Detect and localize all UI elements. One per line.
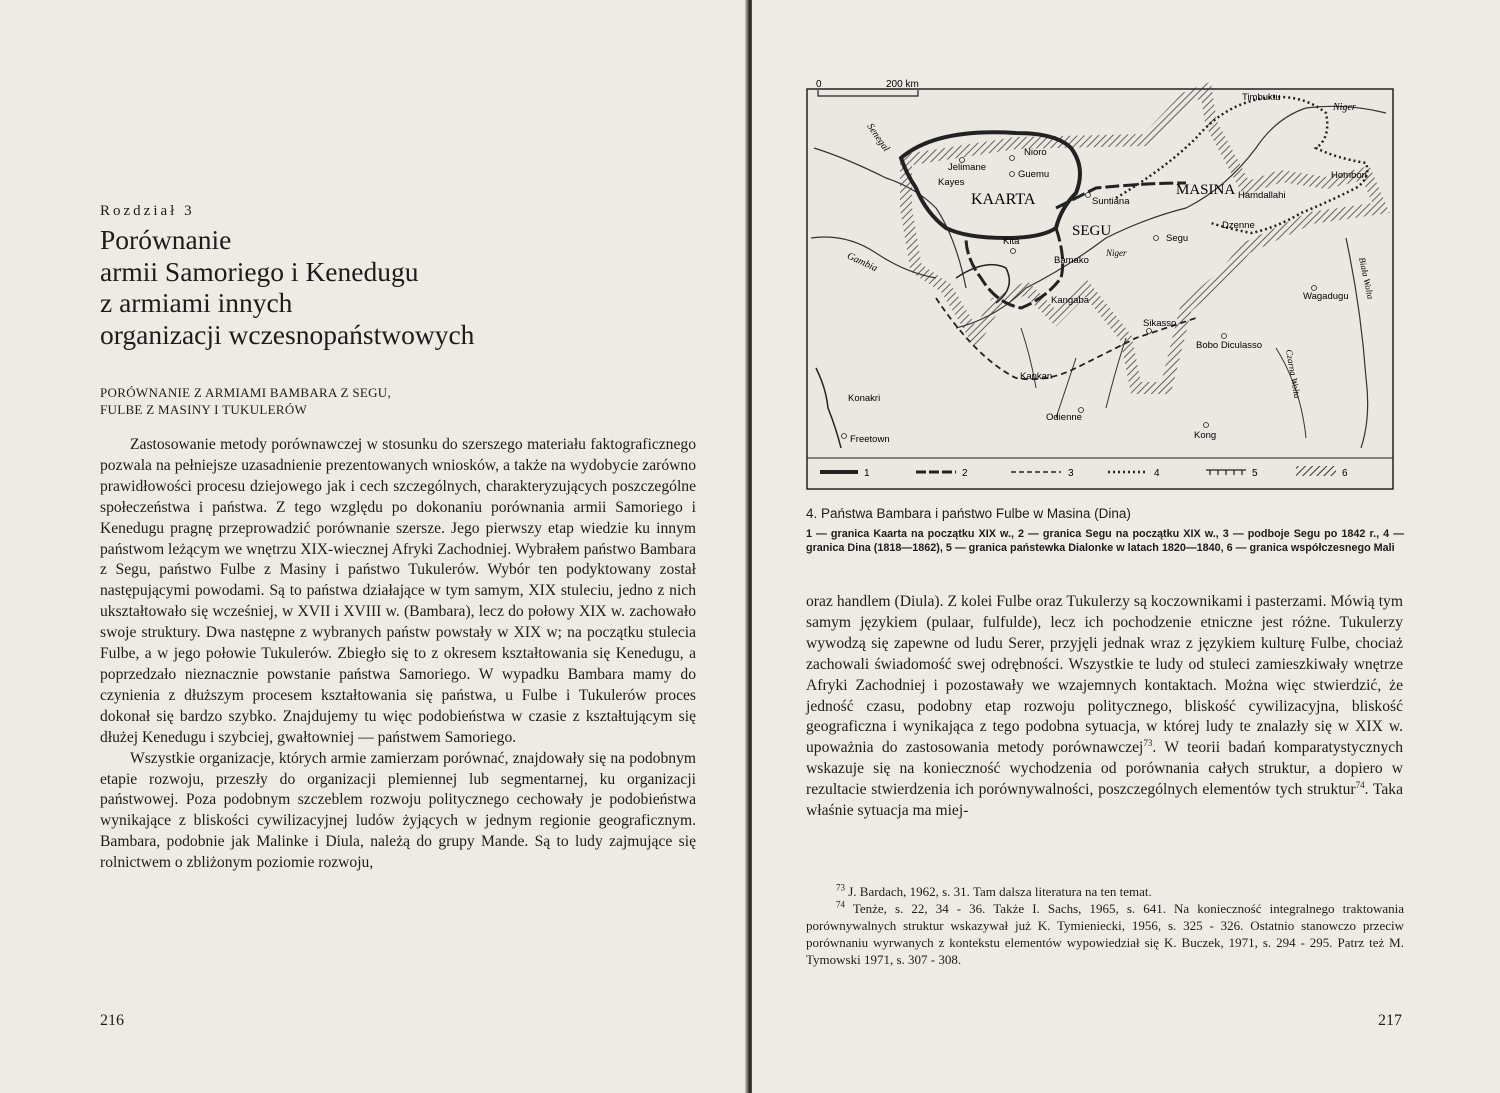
map-figure xyxy=(806,79,1394,490)
place-kong: Kong xyxy=(1194,430,1217,441)
chapter-title-line: organizacji wczesnopaństwowych xyxy=(100,318,475,350)
figure-caption-text: 1 — granica Kaarta na początku XIX w., 2 — granica Segu na początku XIX w., 3 — podboje Segu po 1842 r., 4 — granica Dina (1818—1862), 5 — granica państewka Dialonke w latach 1820—1840, 6 — granica współczesnego Mali xyxy=(806,528,1404,554)
place-hombori: Hombori xyxy=(1331,170,1367,181)
footnote-mark: 73 xyxy=(836,882,845,893)
scale-label: 200 km xyxy=(886,79,919,90)
chapter-title xyxy=(100,224,660,350)
place-hamdallahi: Hamdallahi xyxy=(1238,190,1286,201)
place-timbuktu: Timbuktu xyxy=(1242,92,1281,103)
place-freetown: Freetown xyxy=(850,434,890,445)
paragraph: Wszystkie organizacje, których armie zamierzam porównać, znajdowały się na podobnym etapie rozwoju, przeszły do organizacji plemiennej lub segmentarnej, ku organizacji państwowej. Poza podobnym szczeblem rozwoju politycznego cechowały je podobieństwa wynikające z bliskości cywilizacyjnej ludów żyjących w jednym regionie geograficznym. Bambara, podobnie jak Malinke i Diula, należą do grupy Mande. Są to ludy zajmujące się rolnictwem o zbliżonym poziomie rozwoju, xyxy=(100,749,696,872)
page-number: 216 xyxy=(100,1012,124,1029)
legend-label-3: 3 xyxy=(1068,468,1074,479)
region-masina: MASINA xyxy=(1176,182,1236,198)
place-konakri: Konakri xyxy=(848,393,881,404)
chapter-title-line: z armiami innych xyxy=(100,287,293,318)
river-label-niger-2: Niger xyxy=(1106,248,1127,258)
place-suntiana: Suntiana xyxy=(1092,196,1130,207)
footnote-ref[interactable]: 74 xyxy=(1355,779,1365,790)
region-kaarta: KAARTA xyxy=(971,191,1036,208)
place-kita: Kita xyxy=(1003,236,1020,247)
footnote-text: Tenże, s. 22, 34 - 36. Także I. Sachs, 1965, s. 641. Na konieczność integralnego traktowania porównywalnych struktur wskazywał już K. Tymieniecki, 1956, s. 325 - 326. Ostatnio stanowczo przeciw porównaniu wyrwanych z kontekstu elementów wypowiedział się K. Buczek, 1971, s. 294 - 295. Patrz też M. Tymowski 1971, s. 307 - 308. xyxy=(806,901,1404,967)
place-odienne: Odienne xyxy=(1046,412,1082,423)
footnote xyxy=(806,883,1404,900)
legend-label-2: 2 xyxy=(962,468,968,479)
section-heading xyxy=(100,384,391,418)
river-label-white-volta: Biała Wolta xyxy=(1357,256,1376,300)
place-bobo-diculasso: Bobo Diculasso xyxy=(1196,340,1263,351)
place-wagadugu: Wagadugu xyxy=(1303,291,1349,302)
paragraph xyxy=(806,592,1403,822)
legend-label-1: 1 xyxy=(864,468,870,479)
place-kankan: Kankan xyxy=(1020,371,1053,382)
legend-label-6: 6 xyxy=(1342,468,1348,479)
footnote-mark: 74 xyxy=(836,899,845,910)
paragraph: Zastosowanie metody porównawczej w stosunku do szerszego materiału faktograficznego pozwala na pełniejsze uzasadnienie prezentowanych wniosków, a także na wydobycie zarówno prawidłowości procesu dziejowego jak i cech szczególnych, charakteryzujących poszczególne społeczeństwa i państwa. Z tego względu po dokonaniu porównania armii Samoriego i Kenedugu pragnę przeprowadzić porównanie szersze. Jego pierwszy etap wiedzie ku innym państwom leżącym we wnętrzu XIX-wiecznej Afryki Zachodniej. Wybrałem państwo Bambara z Segu, państwo Fulbe z Masiny i państwo Tukulerów. Wybór ten podyktowany został następującymi powodami. Są to państwa działające w tym samym, XIX stuleciu, jedno z nich ukształtowało się wcześniej, w XVII i XVIII w. (Bambara), lecz do połowy XIX w. zachowało swoje struktury. Dwa następne z wybranych państw powstały w XIX w; na początku stulecia Fulbe, a w jego połowie Tukulerów. Zbiegło się to z okresem kształtowania się Kenedugu, a poprzedzało nieznacznie powstanie państwa Samoriego. W wypadku Bambara mamy do czynienia z dłuższym procesem kształtowania się państwa, u Fulbe i Tukulerów proces dokonał się bardzo szybko. Znajdujemy tu więc podobieństwa w czasie z kształtującym się dłużej Kenedugu i szybciej, gwałtowniej — państwem Samoriego. xyxy=(100,436,696,746)
region-segu: SEGU xyxy=(1072,223,1112,239)
river-label-senegal: Senegal xyxy=(864,121,892,154)
place-kangaba: Kangaba xyxy=(1051,295,1090,306)
river-label-niger: Niger xyxy=(1333,102,1356,113)
river-label-black-volta: Czarna Wolta xyxy=(1284,348,1303,400)
section-heading-line: PORÓWNANIE Z ARMIAMI BAMBARA Z SEGU, xyxy=(100,385,392,400)
scale-zero: 0 xyxy=(816,79,822,90)
footnotes xyxy=(806,883,1404,968)
right-body-text xyxy=(806,592,1403,822)
legend-hatch-6 xyxy=(1296,466,1336,476)
place-guemu: Guemu xyxy=(1018,169,1050,180)
left-body-text xyxy=(100,435,696,874)
place-nioro: Nioro xyxy=(1024,147,1047,158)
section-heading-line: FULBE Z MASINY I TUKULERÓW xyxy=(100,402,308,417)
place-bamako: Bamako xyxy=(1054,255,1089,266)
place-sikasso: Sikasso xyxy=(1143,318,1177,329)
text-run: . W teorii badań komparatystycznych wskazuje się na konieczność wychodzenia od porównania całych struktur, a dopiero w rezultacie stwierdzenia ich porównywalności, poszczególnych elementów tych struktur xyxy=(806,739,1403,799)
text-run: oraz handlem (Diula). Z kolei Fulbe oraz Tukulerzy są koczownikami i pasterzami. Mówią tym samym językiem (pulaar, fulfulde), lecz ich pochodzenie etniczne jest różne. Tukulerzy wywodzą się zapewne od ludu Serer, przyjęli jednak wraz z językiem kulturę Fulbe, chociaż zachowali świadomość swej odrębności. Wszystkie te ludy od stuleci zamieszkiwały wnętrze Afryki Zachodniej i pozostawały we wzajemnych kontaktach. Można więc stwierdzić, że jedność czasu, podobny etap rozwoju politycznego, bliskość cywilizacyjna, bliskość geograficzna i wynikająca z tego podobna sytuacja, w której ludy te znalazły się w XIX w. upoważnia do zastosowania metody porównawczej xyxy=(806,593,1403,757)
text-run: . Taka właśnie sytuacja ma miej- xyxy=(806,781,1404,820)
place-kayes: Kayes xyxy=(938,177,965,188)
footnote-ref[interactable]: 73 xyxy=(1143,738,1153,749)
chapter-title-line: Porównanie xyxy=(100,224,232,255)
footnote-text: J. Bardach, 1962, s. 31. Tam dalsza literatura na ten temat. xyxy=(845,884,1152,899)
place-jelimane: Jelimane xyxy=(948,162,987,173)
chapter-label: Rozdział 3 xyxy=(100,203,195,219)
page-number: 217 xyxy=(1378,1012,1402,1029)
legend-label-4: 4 xyxy=(1154,468,1160,479)
left-page xyxy=(0,0,748,1093)
place-segu: Segu xyxy=(1166,233,1189,244)
river-label-gambia: Gambia xyxy=(845,250,880,275)
figure-caption-title: 4. Państwa Bambara i państwo Fulbe w Masina (Dina) xyxy=(806,506,1131,521)
footnote xyxy=(806,900,1404,968)
place-dzenne: Dzenne xyxy=(1222,220,1255,231)
chapter-title-line: armii Samoriego i Kenedugu xyxy=(100,255,419,287)
legend-label-5: 5 xyxy=(1252,468,1258,479)
